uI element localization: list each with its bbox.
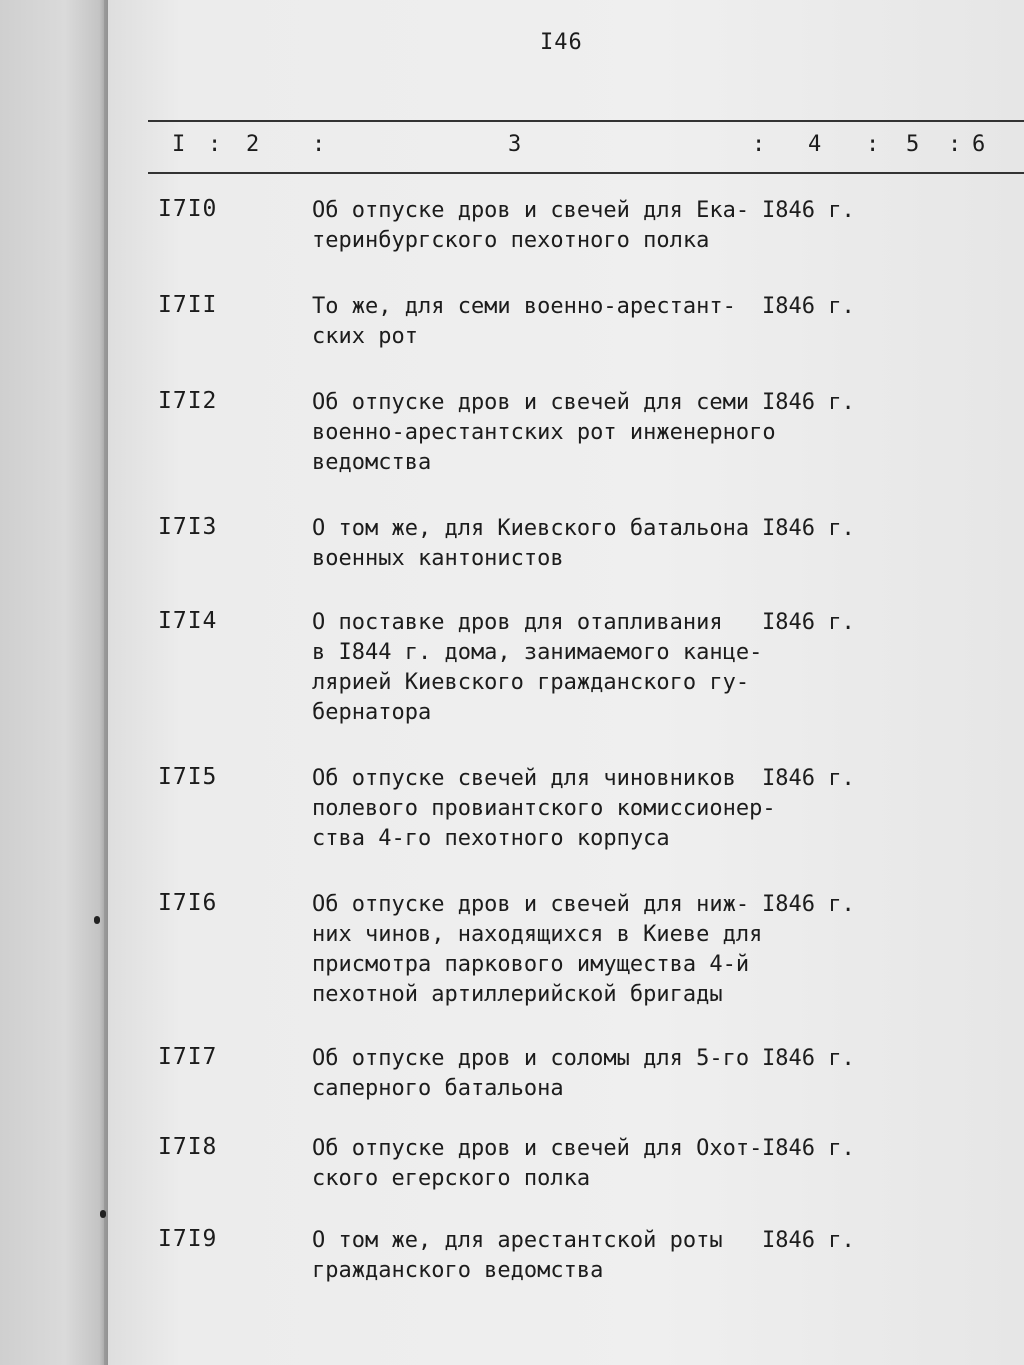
column-separator: : [208,132,222,157]
entry-number: I7I0 [158,196,218,222]
column-separator: : [752,132,766,157]
header-bottom-rule [148,172,1024,174]
entry-date: I846 г. [762,1046,855,1071]
page-number: I46 [540,30,583,55]
entry-number: I7I8 [158,1134,218,1160]
book-binding [0,0,108,1365]
column-separator: : [948,132,962,157]
entry-description: О том же, для Киевского батальона военных кантонистов [312,516,750,571]
column-separator: : [866,132,880,157]
entry-description: Об отпуске дров и свечей для Ека- теринбургского пехотного полка [312,198,750,253]
entry-number: I7II [158,292,218,318]
header-top-rule [148,120,1024,122]
entry-date: I846 г. [762,892,855,917]
column-header-6: 6 [972,132,986,157]
entry-date: I846 г. [762,516,855,541]
column-header-3: 3 [508,132,522,157]
entry-number: I7I5 [158,764,218,790]
column-separator: : [312,132,326,157]
entry-number: I7I4 [158,608,218,634]
ink-mark [100,1210,106,1218]
entry-number: I7I6 [158,890,218,916]
entry-date: I846 г. [762,390,855,415]
column-header-2: 2 [246,132,260,157]
entry-date: I846 г. [762,610,855,635]
column-header-1: I [172,132,186,157]
entry-date: I846 г. [762,766,855,791]
entry-description: Об отпуске дров и свечей для ниж- них чинов, находящихся в Киеве для присмотра паркового имущества 4-й пехотной артиллерийской бригады [312,892,763,1007]
entry-description: Об отпуске дров и свечей для семи военно-арестантских рот инженерного ведомства [312,390,776,475]
entry-date: I846 г. [762,294,855,319]
entry-date: I846 г. [762,198,855,223]
entry-date: I846 г. [762,1228,855,1253]
column-header-4: 4 [808,132,822,157]
entry-description: Об отпуске дров и свечей для Охот- ского егерского полка [312,1136,763,1191]
entry-number: I7I2 [158,388,218,414]
ink-mark [94,916,100,924]
entry-number: I7I7 [158,1044,218,1070]
entry-number: I7I9 [158,1226,218,1252]
entry-description: О том же, для арестантской роты гражданского ведомства [312,1228,723,1283]
entry-date: I846 г. [762,1136,855,1161]
entry-description: Об отпуске свечей для чиновников полевого провиантского комиссионер- ства 4-го пехотного корпуса [312,766,776,851]
entry-description: То же, для семи военно-арестант- ских рот [312,294,736,349]
column-header-5: 5 [906,132,920,157]
entry-number: I7I3 [158,514,218,540]
entry-description: О поставке дров для отапливания в I844 г. дома, занимаемого канце- лярией Киевского гражданского гу- бернатора [312,610,763,725]
entry-description: Об отпуске дров и соломы для 5-го саперного батальона [312,1046,750,1101]
